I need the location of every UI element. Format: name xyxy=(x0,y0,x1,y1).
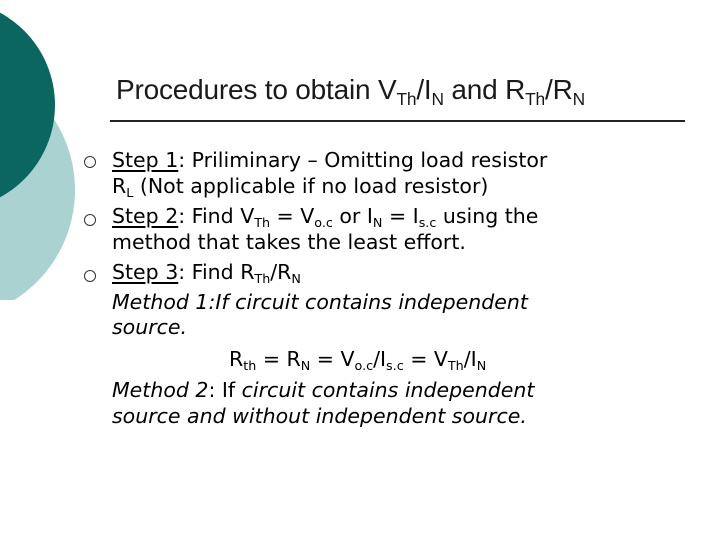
method2-line2: source and without independent source. xyxy=(112,403,527,428)
method1-line2: source. xyxy=(112,315,188,339)
method2-line1: Method 2: If circuit contains independent xyxy=(112,378,535,402)
bullet-circle-icon xyxy=(84,214,96,226)
formula-line: $R_{th} = R_N = V_{o.c}/I_{s.c} = V_{Th}/I_N$ xyxy=(229,346,487,373)
step1-line2: $R_L$ (Not applicable if no load resistor) xyxy=(112,173,489,200)
method1-label: Method 1 xyxy=(112,289,209,314)
step2-line1: Step 2: Find $V_{Th} = V_{o.c}$ or $I_N = I_{s.c}$ using the xyxy=(112,204,539,231)
step2-line2: method that takes the least effort. xyxy=(112,229,466,254)
method2-label: Method 2 xyxy=(112,378,209,402)
step3-line: Step 3: Find $R_{Th}/R_N$ xyxy=(112,260,301,287)
step1-line1: Step 1: Priliminary – Omitting load resistor xyxy=(112,148,548,172)
step3-label: Step 3 xyxy=(112,260,179,284)
method1-line1: Method 1:If circuit contains independent xyxy=(112,289,528,314)
bullet-circle-icon xyxy=(84,270,96,282)
circles-graphic xyxy=(0,0,100,300)
title-divider xyxy=(110,120,685,122)
slide-content xyxy=(112,148,672,429)
step2-label: Step 2 xyxy=(112,204,179,228)
decorative-circles xyxy=(0,0,100,300)
slide-title: Procedures to obtain $V_{Th}/I_N$ and $R_{Th}/R_N$ xyxy=(116,74,585,110)
step1-label: Step 1 xyxy=(112,148,179,172)
bullet-circle-icon xyxy=(84,156,96,168)
